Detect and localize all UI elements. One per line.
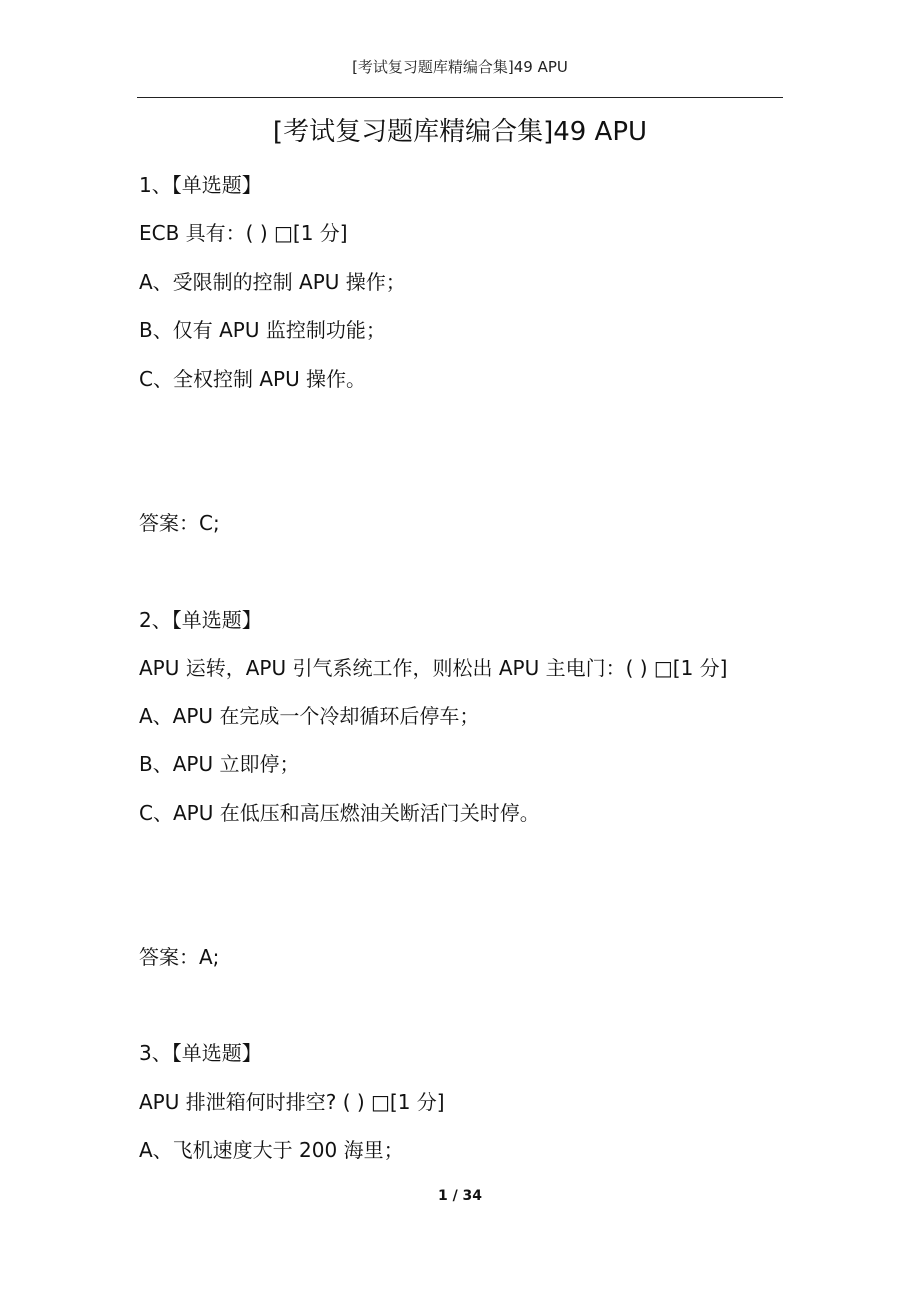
question-1-stem: ECB 具有：( ) □[1 分]	[139, 221, 348, 245]
question-2-option-c: C、APU 在低压和高压燃油关断活门关时停。	[139, 801, 540, 825]
page-number: 1 / 34	[437, 1188, 483, 1204]
question-1-answer: 答案：C;	[139, 511, 220, 535]
question-2-option-a: A、APU 在完成一个冷却循环后停车；	[139, 704, 480, 728]
question-2-type: 2、【单选题】	[139, 608, 262, 632]
question-3-stem: APU 排泄箱何时排空? ( ) □[1 分]	[139, 1090, 445, 1114]
question-3-option-a: A、飞机速度大于 200 海里；	[139, 1138, 404, 1162]
question-1-option-a: A、受限制的控制 APU 操作；	[139, 270, 406, 294]
question-2-stem: APU 运转，APU 引气系统工作，则松出 APU 主电门：( ) □[1 分]	[139, 656, 728, 680]
document-title: [考试复习题库精编合集]49 APU	[272, 117, 648, 147]
question-2-answer: 答案：A;	[139, 945, 220, 969]
question-3-type: 3、【单选题】	[139, 1041, 262, 1065]
header-divider	[137, 97, 783, 98]
question-1-option-c: C、全权控制 APU 操作。	[139, 367, 367, 391]
question-1-type: 1、【单选题】	[139, 173, 262, 197]
running-header: [考试复习题库精编合集]49 APU	[352, 58, 568, 76]
question-1-option-b: B、仅有 APU 监控制功能；	[139, 318, 386, 342]
question-2-option-b: B、APU 立即停；	[139, 752, 300, 776]
